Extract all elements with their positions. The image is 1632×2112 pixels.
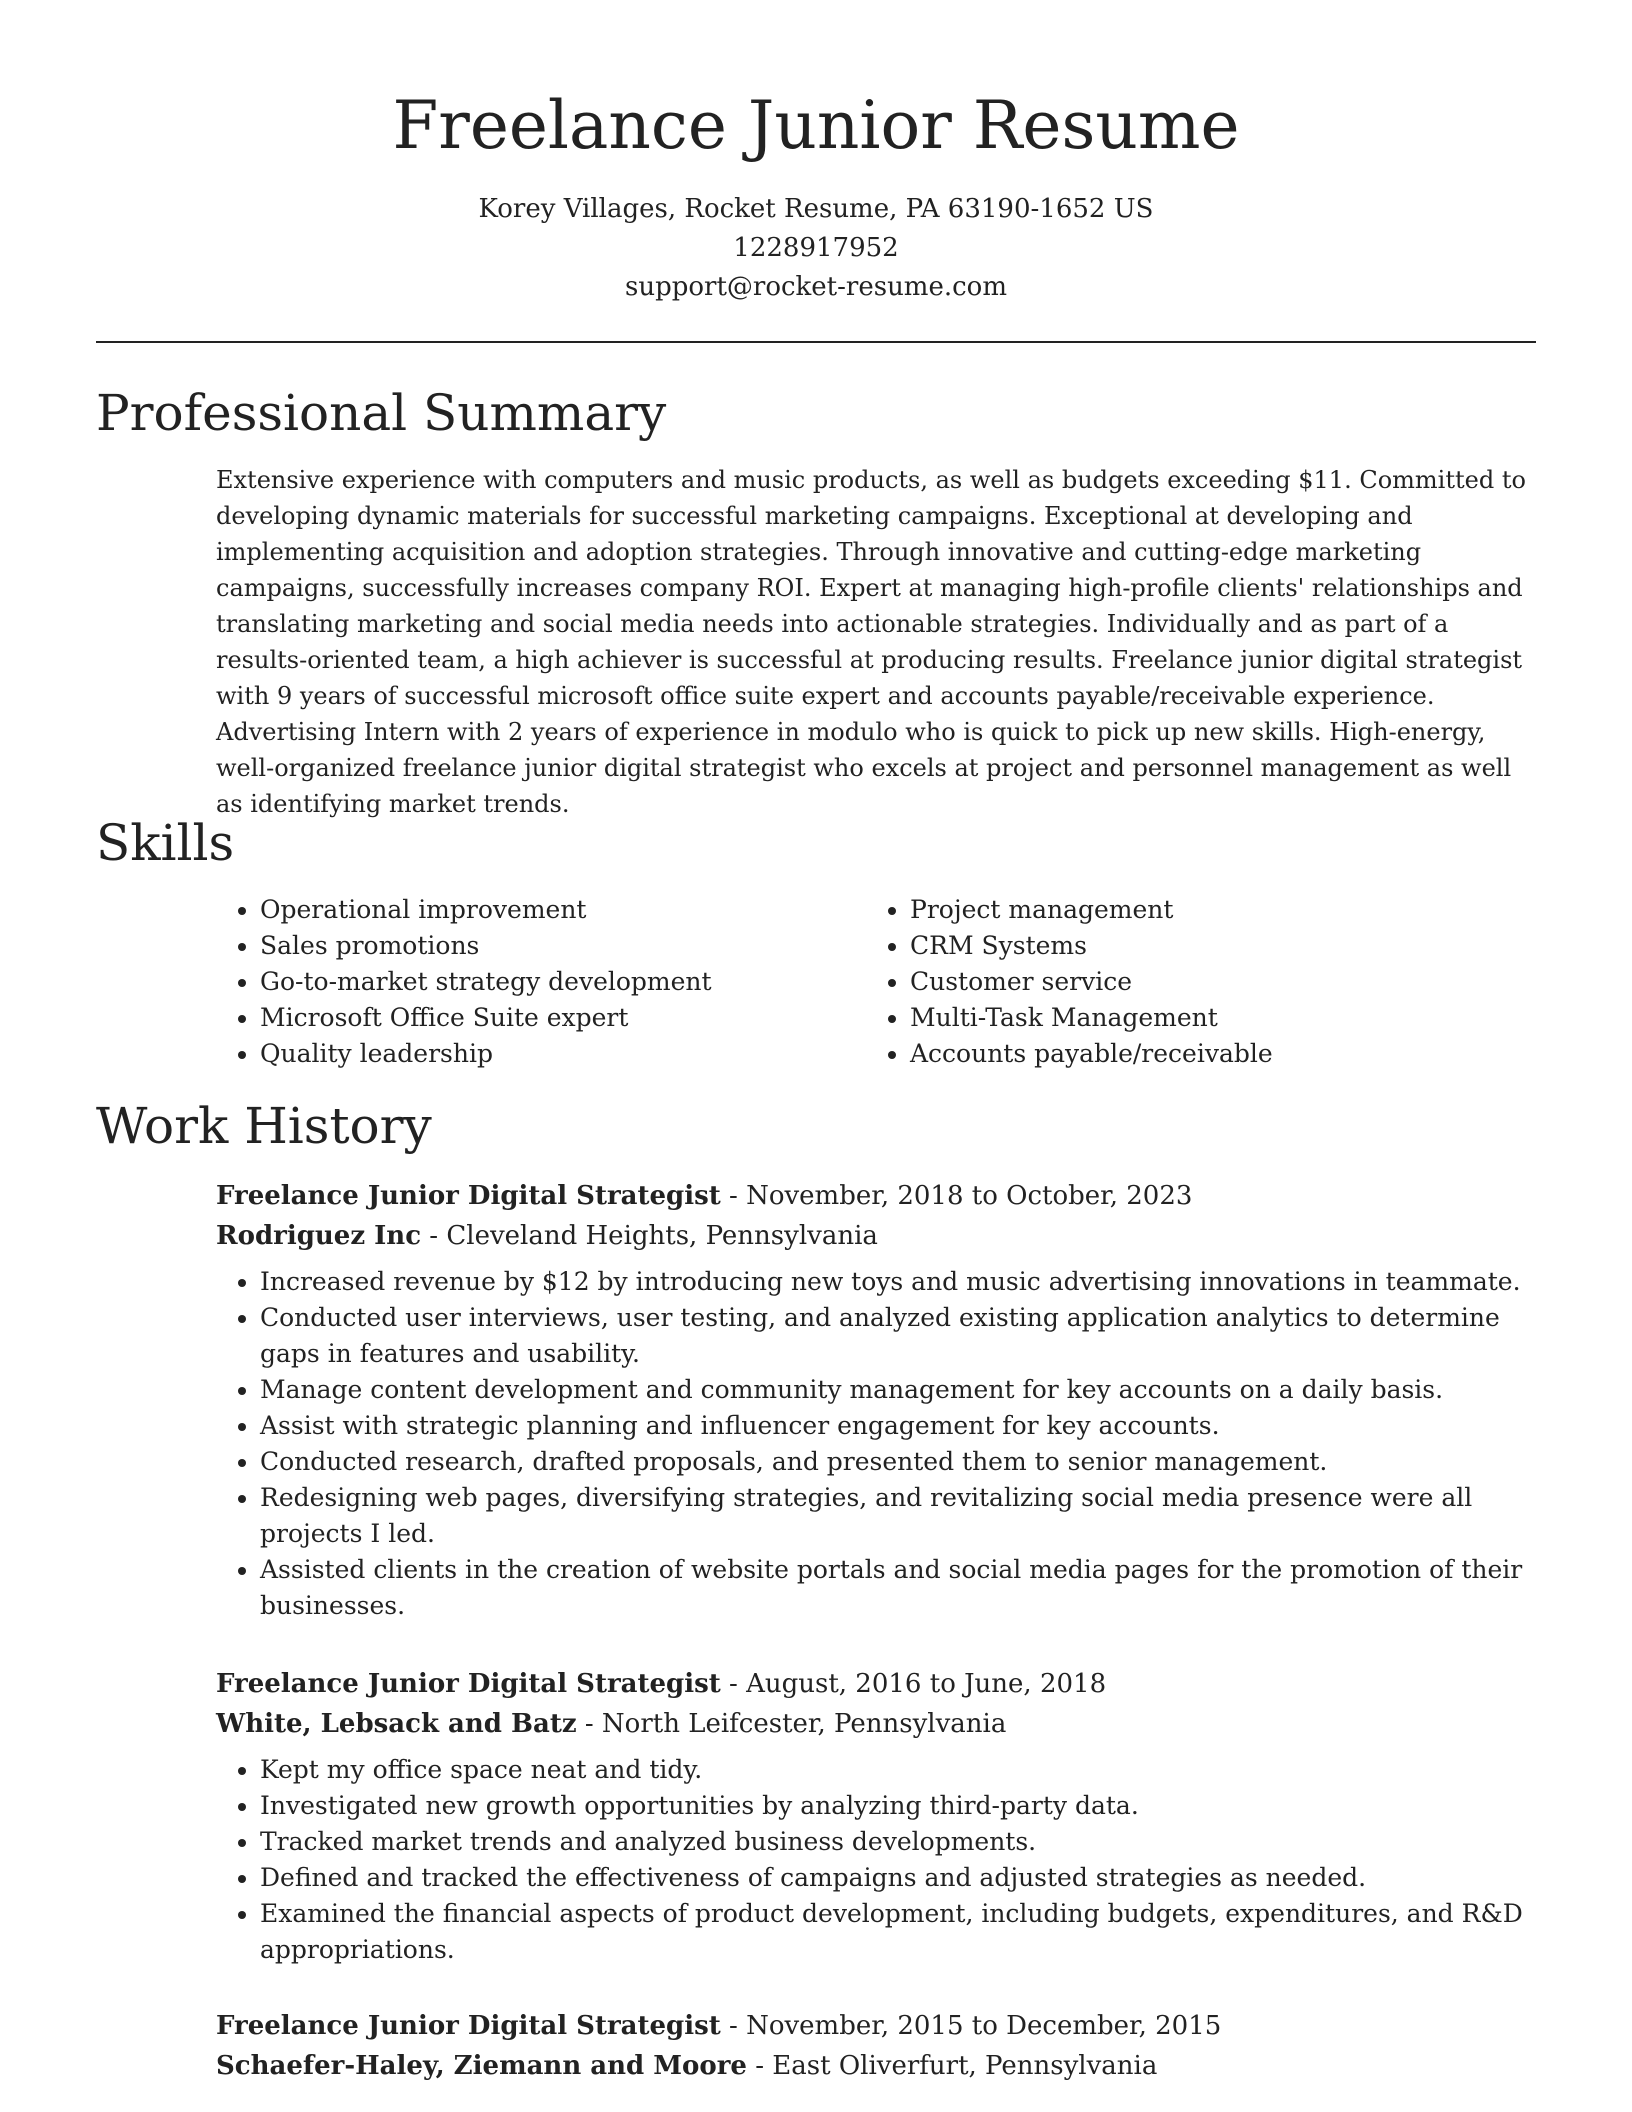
skill-item: • Project management — [910, 892, 1516, 928]
job-location: - Cleveland Heights, Pennsylvania — [421, 1221, 878, 1251]
section-title-summary: Professional Summary — [96, 384, 667, 442]
summary-text: Extensive experience with computers and music products, as well as budgets exceeding $11. Committed to developing dynamic materials for successful marketing campaigns. Exceptional at developing and implementing acquisition and adoption strategies. Through innovative and cutting-edge marketing campaigns, successfully increases company ROI. Expert at managing high-profile clients' relationships and translating marketing and social media needs into actionable strategies. Individually and as part of a results-oriented team, a high achiever is successful at producing results. Freelance junior digital strategist with 9 years of successful microsoft office suite expert and accounts payable/receivable experience. Advertising Intern with 2 years of experience in modulo who is quick to pick up new skills. High-energy, well-organized freelance junior digital strategist who excels at project and personnel management as well as identifying market trends. — [216, 466, 1526, 818]
job-dates: - August, 2016 to June, 2018 — [720, 1669, 1107, 1699]
job-entry — [216, 1176, 1536, 1624]
job-title-line — [216, 1664, 1536, 1704]
job-bullet: • Kept my office space neat and tidy. — [260, 1752, 1536, 1788]
skill-item: • Go-to-market strategy development — [260, 964, 866, 1000]
job-bullet: • Assisted clients in the creation of website portals and social media pages for the promotion of their businesses. — [260, 1552, 1536, 1624]
job-bullet: • Conducted research, drafted proposals, and presented them to senior management. — [260, 1444, 1536, 1480]
skills-column-left — [216, 892, 866, 1072]
job-bullets — [216, 1752, 1536, 1968]
skill-item: • Microsoft Office Suite expert — [260, 1000, 866, 1036]
skill-item: • Quality leadership — [260, 1036, 866, 1072]
job-bullet: • Examined the financial aspects of product development, including budgets, expenditures, and R&D appropriations. — [260, 1896, 1536, 1968]
section-title-work: Work History — [96, 1097, 432, 1155]
job-dates: - November, 2018 to October, 2023 — [720, 1181, 1193, 1211]
job-entry — [216, 2006, 1536, 2086]
job-bullets — [216, 1264, 1536, 1624]
job-company-line — [216, 2046, 1536, 2086]
job-bullet: • Defined and tracked the effectiveness of campaigns and adjusted strategies as needed. — [260, 1860, 1536, 1896]
resume-title: Freelance Junior Resume — [392, 87, 1240, 164]
skill-item: • CRM Systems — [910, 928, 1516, 964]
job-title-line — [216, 2006, 1536, 2046]
contact-address: Korey Villages, Rocket Resume, PA 63190-1652 US — [478, 194, 1154, 224]
skill-item: • Accounts payable/receivable — [910, 1036, 1516, 1072]
job-title: Freelance Junior Digital Strategist — [216, 2011, 721, 2041]
skill-item: • Customer service — [910, 964, 1516, 1000]
job-company: Schaefer-Haley, Ziemann and Moore — [216, 2051, 747, 2081]
job-title-line — [216, 1176, 1536, 1216]
skill-item: • Operational improvement — [260, 892, 866, 928]
job-bullet: • Conducted user interviews, user testing, and analyzed existing application analytics to determine gaps in features and usability. — [260, 1300, 1536, 1372]
job-bullet: • Assist with strategic planning and influencer engagement for key accounts. — [260, 1408, 1536, 1444]
skill-item: • Multi-Task Management — [910, 1000, 1516, 1036]
contact-phone: 1228917952 — [733, 233, 899, 263]
job-company: White, Lebsack and Batz — [216, 1709, 577, 1739]
job-title: Freelance Junior Digital Strategist — [216, 1181, 721, 1211]
job-bullet: • Tracked market trends and analyzed business developments. — [260, 1824, 1536, 1860]
contact-block — [0, 190, 1632, 307]
job-title: Freelance Junior Digital Strategist — [216, 1669, 721, 1699]
section-title-skills: Skills — [96, 814, 235, 872]
contact-email: support@rocket-resume.com — [624, 272, 1007, 302]
job-bullet: • Increased revenue by $12 by introducing new toys and music advertising innovations in teammate. — [260, 1264, 1536, 1300]
job-location: - East Oliverfurt, Pennsylvania — [746, 2051, 1158, 2081]
job-bullet: • Investigated new growth opportunities by analyzing third-party data. — [260, 1788, 1536, 1824]
header-divider — [96, 341, 1536, 343]
job-bullet: • Redesigning web pages, diversifying strategies, and revitalizing social media presence were all projects I led. — [260, 1480, 1536, 1552]
job-company-line — [216, 1216, 1536, 1256]
job-entry — [216, 1664, 1536, 1968]
job-dates: - November, 2015 to December, 2015 — [720, 2011, 1222, 2041]
job-company: Rodriguez Inc — [216, 1221, 422, 1251]
skill-item: • Sales promotions — [260, 928, 866, 964]
skills-column-right — [866, 892, 1516, 1072]
job-company-line — [216, 1704, 1536, 1744]
skills-list — [216, 892, 1536, 1072]
job-bullet: • Manage content development and community management for key accounts on a daily basis. — [260, 1372, 1536, 1408]
job-location: - North Leifcester, Pennsylvania — [576, 1709, 1007, 1739]
